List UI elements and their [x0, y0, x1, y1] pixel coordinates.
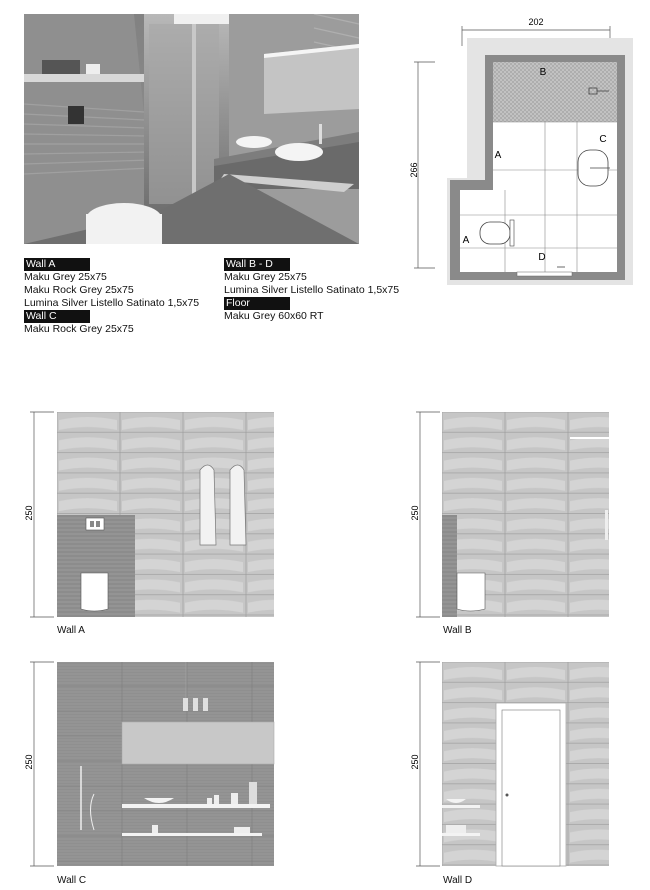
- spec-heading: Wall B - D: [224, 258, 290, 271]
- plan-width-dim: 202: [528, 17, 544, 27]
- spec-heading: Wall C: [24, 310, 90, 323]
- elevation-label: Wall C: [57, 875, 87, 886]
- elevation-wall-b: [410, 405, 615, 640]
- elevation-wall-a: [24, 405, 284, 640]
- plan-label-d: D: [538, 252, 546, 263]
- elevation-label: Wall B: [443, 625, 472, 636]
- elevation-wall-d: [410, 658, 615, 890]
- plan-label-a: A: [494, 150, 502, 161]
- spec-wall-bd: [224, 258, 399, 323]
- spec-line: Maku Grey 60x60 RT: [224, 310, 324, 322]
- spec-line: Maku Grey 25x75: [24, 271, 107, 283]
- height-dim: 250: [410, 505, 420, 521]
- spec-line: Maku Rock Grey 25x75: [24, 284, 134, 296]
- plan-label-b: B: [539, 67, 547, 78]
- spec-heading: Floor: [224, 297, 290, 310]
- plan-depth-dim: 266: [409, 162, 419, 178]
- spec-line: Maku Grey 25x75: [224, 271, 307, 283]
- spec-heading: Wall A: [24, 258, 90, 271]
- spec-line: Lumina Silver Listello Satinato 1,5x75: [224, 284, 400, 296]
- spec-line: Maku Rock Grey 25x75: [24, 323, 134, 335]
- elevation-label: Wall A: [57, 625, 85, 636]
- plan-label-a: A: [462, 235, 470, 246]
- height-dim: 250: [24, 505, 34, 521]
- elevation-label: Wall D: [443, 875, 473, 886]
- plan-label-c: C: [599, 134, 607, 145]
- bathroom-photo: [24, 14, 359, 244]
- spec-line: Lumina Silver Listello Satinato 1,5x75: [24, 297, 200, 309]
- spec-wall-a: [24, 258, 199, 336]
- height-dim: 250: [24, 754, 34, 770]
- floor-plan: [405, 10, 635, 285]
- height-dim: 250: [410, 754, 420, 770]
- elevation-wall-c: [24, 658, 284, 890]
